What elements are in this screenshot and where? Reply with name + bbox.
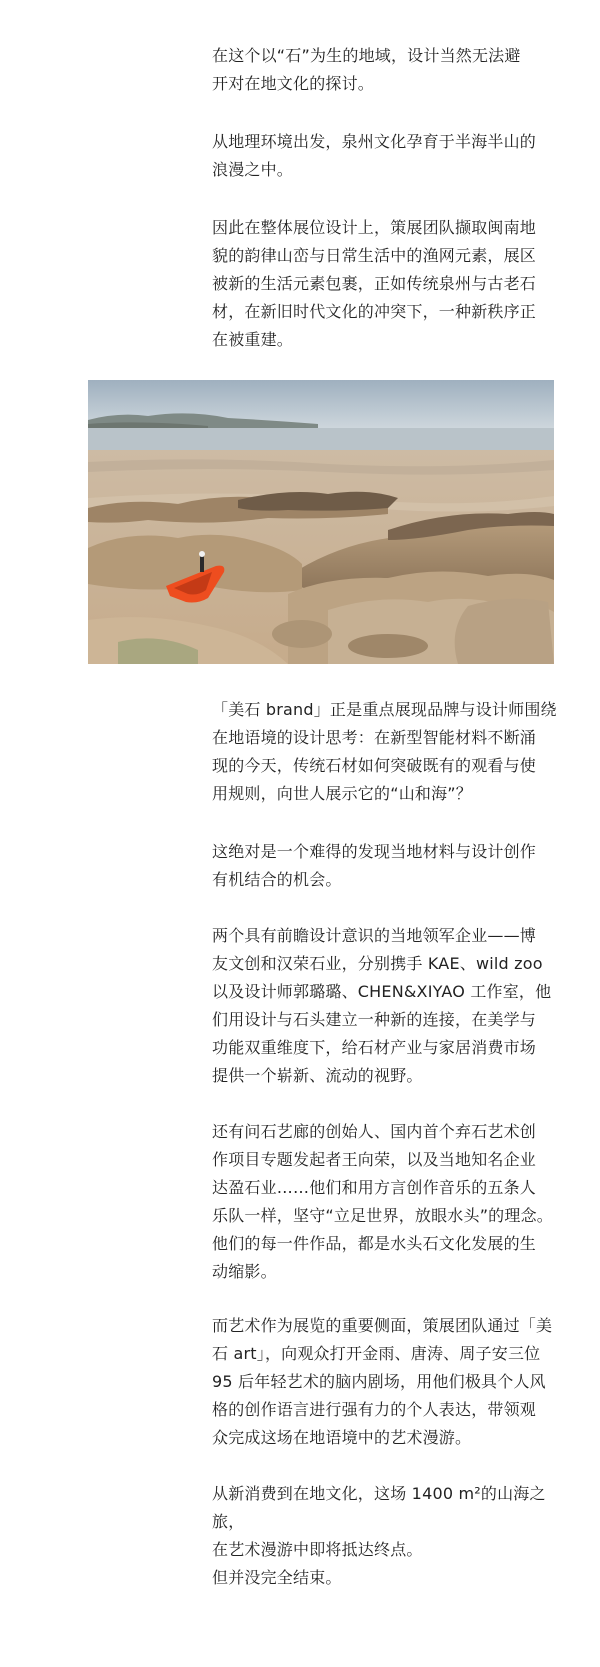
paragraph-art: 而艺术作为展览的重要侧面，策展团队通过「美 石 art」，向观众打开金雨、唐涛、周子安三位 95 后年轻艺术的脑内剧场，用他们极具个人风 格的创作语言进行强有力的个人表达，带领观 众完成这场在地语境中的艺术漫游。 — [212, 1316, 553, 1447]
paragraph-ending: 但并没完全结束。 — [212, 1568, 342, 1587]
paragraph-artists-founder: 还有问石艺廊的创始人、国内首个弃石艺术创 作项目专题发起者王向荣，以及当地知名企业 达盈石业……他们和用方言创作音乐的五条人 乐队一样，坚守“立足世界，放眼水头”的理念。 他们的每一件作品，都是水头石文化发展的生 动缩影。 — [212, 1122, 553, 1281]
coastal-rock-beach-photo — [88, 380, 554, 664]
paragraph-companies: 两个具有前瞻设计意识的当地领军企业——博 友文创和汉荣石业，分别携手 KAE、wild zoo 以及设计师郭璐璐、CHEN&XIYAO 工作室，他 们用设计与石头建立一种新的连接，在美学与 功能双重维度下，给石材产业与家居消费市场 提供一个崭新、流动的视野。 — [212, 926, 552, 1085]
paragraph-stone-culture: 在这个以“石”为生的地域，设计当然无法避 开对在地文化的探讨。 — [212, 46, 521, 93]
paragraph-geography: 从地理环境出发，泉州文化孕育于半海半山的 浪漫之中。 — [212, 132, 537, 179]
paragraph-journey: 从新消费到在地文化，这场 1400 m²的山海之旅， 在艺术漫游中即将抵达终点。 — [212, 1484, 546, 1559]
paragraph-booth-design: 因此在整体展位设计上，策展团队撷取闽南地 貌的韵律山峦与日常生活中的渔网元素，展区 被新的生活元素包裹，正如传统泉州与古老石 材，在新旧时代文化的冲突下，一种新秩序正 在被重建。 — [212, 218, 537, 349]
paragraph-opportunity: 这绝对是一个难得的发现当地材料与设计创作 有机结合的机会。 — [212, 842, 537, 889]
paragraph-brand: 「美石 brand」正是重点展现品牌与设计师围绕 在地语境的设计思考：在新型智能材料不断涌 现的今天，传统石材如何突破既有的观看与使 用规则，向世人展示它的“山和海”？ — [212, 700, 557, 803]
